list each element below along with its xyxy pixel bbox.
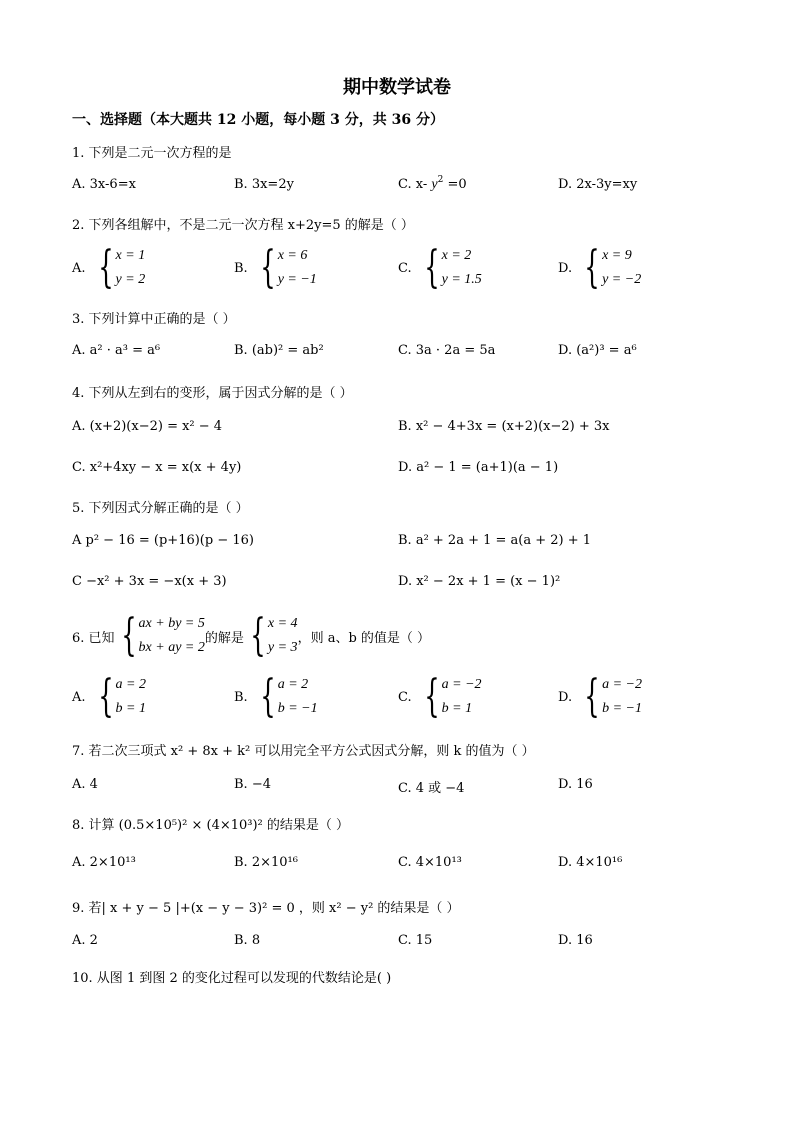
option-label: D. xyxy=(558,689,573,705)
question-4-option-d: D. a² − 1 = (a+1)(a − 1) xyxy=(398,460,559,475)
question-5-option-c: C −x² + 3x = −x(x + 3) xyxy=(72,574,227,589)
brace-icon: { xyxy=(97,671,114,722)
option-label: C. xyxy=(398,260,412,276)
question-1-option-d: D. 2x-3y=xy xyxy=(558,177,638,192)
question-4-option-c: C. x²+4xy − x = x(x + 4y) xyxy=(72,460,242,475)
question-7-option-b: B. −4 xyxy=(234,777,271,792)
brace-icon: { xyxy=(259,671,276,722)
equation: b = 1 xyxy=(115,701,146,716)
equation: x = 2 xyxy=(441,248,472,263)
question-3-option-b: B. (ab)² = ab² xyxy=(234,343,324,358)
equation: bx + ay = 2 xyxy=(138,640,205,655)
question-3-stem: 3. 下列计算中正确的是（ ） xyxy=(72,312,236,327)
question-8-stem: 8. 计算 (0.5×10⁵)² × (4×10³)² 的结果是（ ） xyxy=(72,818,350,833)
option-label: D. xyxy=(558,260,573,276)
equation: b = 1 xyxy=(441,701,473,716)
question-9-stem: 9. 若| x + y − 5 |+(x − y − 3)² = 0 ，则 x² − y² 的结果是（ ） xyxy=(72,901,460,916)
question-6-option-d xyxy=(558,673,642,721)
question-1-option-c-exponent: 2 xyxy=(437,175,444,185)
question-6-suffix: ，则 a、b 的值是（ ） xyxy=(297,630,431,646)
equation: b = −1 xyxy=(602,701,642,716)
question-1-option-b: B. 3x=2y xyxy=(234,177,294,192)
question-7-option-d: D. 16 xyxy=(558,777,593,792)
option-label: C. xyxy=(398,689,412,705)
equation: y = 1.5 xyxy=(441,272,482,287)
option-label: B. xyxy=(234,260,248,276)
question-2-option-d xyxy=(558,244,641,292)
question-8-option-a: A. 2×10¹³ xyxy=(72,855,136,870)
question-2-option-b xyxy=(234,244,317,292)
option-label: A. xyxy=(72,260,86,276)
question-2-option-c xyxy=(398,244,482,292)
equation: y = −1 xyxy=(277,272,317,287)
section-heading: 一、选择题（本大题共 12 小题，每小题 3 分，共 36 分） xyxy=(72,112,444,128)
option-label: B. xyxy=(234,689,248,705)
equation: a = 2 xyxy=(277,677,309,692)
equation: x = 4 xyxy=(267,616,298,631)
question-5-option-a: A p² − 16 = (p+16)(p − 16) xyxy=(72,533,254,548)
question-1-option-c-variable: y xyxy=(431,177,438,192)
question-6-option-b xyxy=(234,673,318,721)
question-7-stem: 7. 若二次三项式 x² + 8x + k² 可以用完全平方公式因式分解，则 k 的值为（ ） xyxy=(72,744,535,759)
question-6-option-a xyxy=(72,673,146,721)
option-label: A. xyxy=(72,689,86,705)
question-8-option-b: B. 2×10¹⁶ xyxy=(234,855,298,870)
brace-icon: { xyxy=(250,610,266,661)
page-title: 期中数学试卷 xyxy=(343,77,451,98)
equation: a = −2 xyxy=(602,677,642,692)
question-9-option-a: A. 2 xyxy=(72,933,98,948)
question-3-option-a: A. a² · a³ = a⁶ xyxy=(72,343,161,358)
equation: ax + by = 5 xyxy=(138,616,205,631)
equation: y = 2 xyxy=(115,272,146,287)
question-9-option-b: B. 8 xyxy=(234,933,261,948)
brace-icon: { xyxy=(120,610,137,661)
question-8-option-d: D. 4×10¹⁶ xyxy=(558,855,623,870)
question-4-option-b: B. x² − 4+3x = (x+2)(x−2) + 3x xyxy=(398,419,610,434)
equation: a = 2 xyxy=(115,677,146,692)
question-5-option-d: D. x² − 2x + 1 = (x − 1)² xyxy=(398,574,561,589)
question-6-stem xyxy=(72,612,430,660)
brace-icon: { xyxy=(584,671,600,722)
question-7-option-a: A. 4 xyxy=(72,777,98,792)
question-1-option-c xyxy=(398,177,467,193)
equation: y = −2 xyxy=(602,272,642,287)
question-6-prefix: 6. 已知 xyxy=(72,630,115,646)
brace-icon: { xyxy=(423,242,440,293)
question-1-option-c-prefix: C. x- xyxy=(398,177,432,192)
brace-icon: { xyxy=(259,242,276,293)
brace-icon: { xyxy=(584,242,600,293)
question-1-stem: 1. 下列是二元一次方程的是 xyxy=(72,146,232,161)
question-8-option-c: C. 4×10¹³ xyxy=(398,855,462,870)
question-1-option-a: A. 3x-6=x xyxy=(72,177,136,192)
question-9-option-c: C. 15 xyxy=(398,933,433,948)
question-4-option-a: A. (x+2)(x−2) = x² − 4 xyxy=(72,419,223,434)
question-6-middle: 的解是 xyxy=(204,630,244,646)
equation: b = −1 xyxy=(277,701,318,716)
brace-icon: { xyxy=(423,671,440,722)
question-2-stem: 2. 下列各组解中，不是二元一次方程 x+2y=5 的解是（ ） xyxy=(72,218,414,233)
question-2-option-a xyxy=(72,244,145,292)
question-3-option-d: D. (a²)³ = a⁶ xyxy=(558,343,637,358)
equation: a = −2 xyxy=(441,677,482,692)
equation: x = 9 xyxy=(602,248,632,263)
question-3-option-c: C. 3a · 2a = 5a xyxy=(398,343,496,358)
question-6-option-c xyxy=(398,673,482,721)
equation: x = 6 xyxy=(277,248,308,263)
brace-icon: { xyxy=(97,242,114,293)
question-7-option-c: C. 4 或 −4 xyxy=(398,781,465,796)
equation: y = 3 xyxy=(267,640,298,655)
question-10-stem: 10. 从图 1 到图 2 的变化过程可以发现的代数结论是( ) xyxy=(72,971,392,986)
question-9-option-d: D. 16 xyxy=(558,933,593,948)
question-1-option-c-suffix: =0 xyxy=(443,177,467,192)
question-5-stem: 5. 下列因式分解正确的是（ ） xyxy=(72,501,249,516)
equation: x = 1 xyxy=(115,248,146,263)
question-5-option-b: B. a² + 2a + 1 = a(a + 2) + 1 xyxy=(398,533,592,548)
question-4-stem: 4. 下列从左到右的变形，属于因式分解的是（ ） xyxy=(72,386,353,401)
